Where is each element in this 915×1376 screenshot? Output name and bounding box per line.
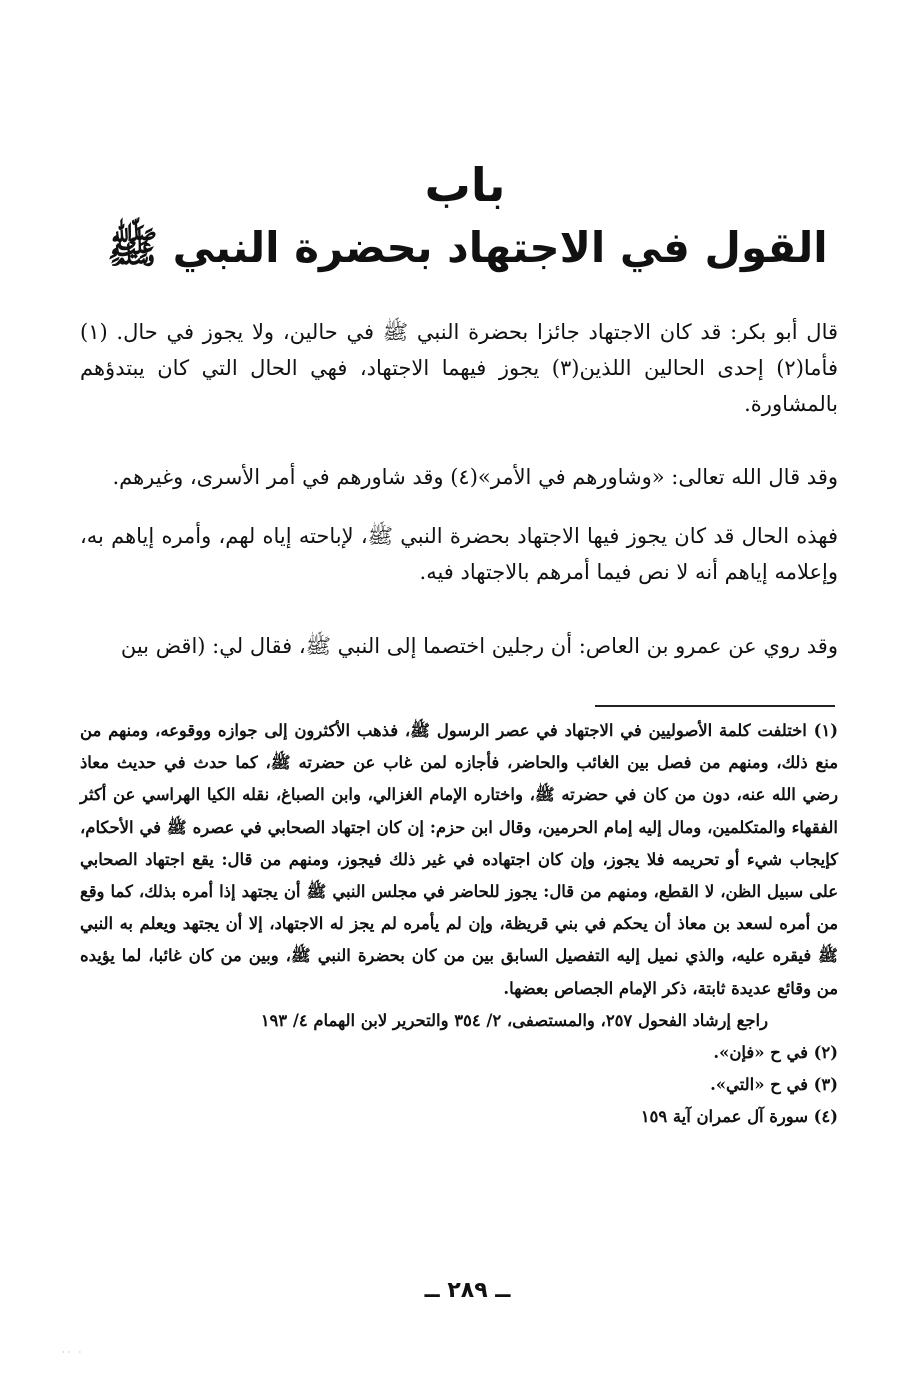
body-paragraph-2: وقد قال الله تعالى: «وشاورهم في الأمر»(٤) وقد شاورهم في أمر الأسرى، وغيرهم. (112, 465, 838, 489)
body-paragraph-4: وقد روي عن عمرو بن العاص: أن رجلين اختصما إلى النبي ﷺ، فقال لي: (اقض بين (120, 634, 838, 658)
footnote-2: (٢) في ح «فإن». (713, 1043, 838, 1063)
chapter-title: القول في الاجتهاد بحضرة النبي ﷺ (107, 223, 828, 272)
footnote-1-references: راجع إرشاد الفحول ٢٥٧، والمستصفى، ٢/ ٣٥٤ والتحرير لابن الهمام ٤/ ١٩٣ (260, 1010, 768, 1030)
scan-specks: ·· · (62, 1348, 85, 1357)
footnote-3: (٣) في ح «التي». (710, 1075, 838, 1095)
body-paragraph-3: فهذه الحال قد كان يجوز فيها الاجتهاد بحضرة النبي ﷺ، لإباحته إياه لهم، وأمره إياهم به، وإعلامه إياهم أنه لا نص فيما أمرهم بالاجتهاد فيه. (80, 524, 838, 584)
chapter-label: باب (424, 158, 506, 212)
footnote-4: (٤) سورة آل عمران آية ١٥٩ (640, 1107, 838, 1127)
footnote-separator (595, 705, 835, 707)
page-number: ــ ٢٨٩ ــ (424, 1278, 511, 1303)
footnotes (80, 715, 838, 1134)
body-paragraph-1: قال أبو بكر: قد كان الاجتهاد جائزا بحضرة النبي ﷺ في حالين، ولا يجوز في حال. (١) فأما(٢) إحدى الحالين اللذين(٣) يجوز فيهما الاجتهاد، فهي الحال التي كان يبتدؤهم بالمشاورة. (80, 320, 838, 416)
footnote-1: (١) اختلفت كلمة الأصوليين في الاجتهاد في عصر الرسول ﷺ، فذهب الأكثرون إلى جوازه ووقوعه، ومنهم من منع ذلك، ومنهم من فصل بين الغائب والحاضر، فأجازه لمن غاب عن حضرته ﷺ، كما حدث في حديث معاذ رضي الله عنه، دون من كان في حضرته ﷺ، واختاره الإمام الغزالي، وابن الصباغ، نقله الكيا الهراسي عن أكثر الفقهاء والمتكلمين، ومال إليه إمام الحرمين، وقال ابن حزم: إن كان اجتهاد الصحابي في عصره ﷺ في الأحكام، كإيجاب شيء أو تحريمه فلا يجوز، وإن كان اجتهاده في غير ذلك فيجوز، ومنهم من قال: يقع اجتهاد الصحابي على سبيل الظن، لا القطع، ومنهم من قال: يجوز للحاضر في مجلس النبي ﷺ أن يجتهد إذا أمره بذلك، كما وقع من أمره لسعد بن معاذ أن يحكم في بني قريظة، وإن لم يأمره لم يجز له الاجتهاد، إلا أن يجتهد ويعلم به النبي ﷺ فيقره عليه، والذي نميل إليه التفصيل السابق بين من كان بحضرة النبي ﷺ، وبين من كان غائبا، لما يؤيده من وقائع عديدة ثابتة، ذكر الإمام الجصاص بعضها. (80, 721, 838, 998)
